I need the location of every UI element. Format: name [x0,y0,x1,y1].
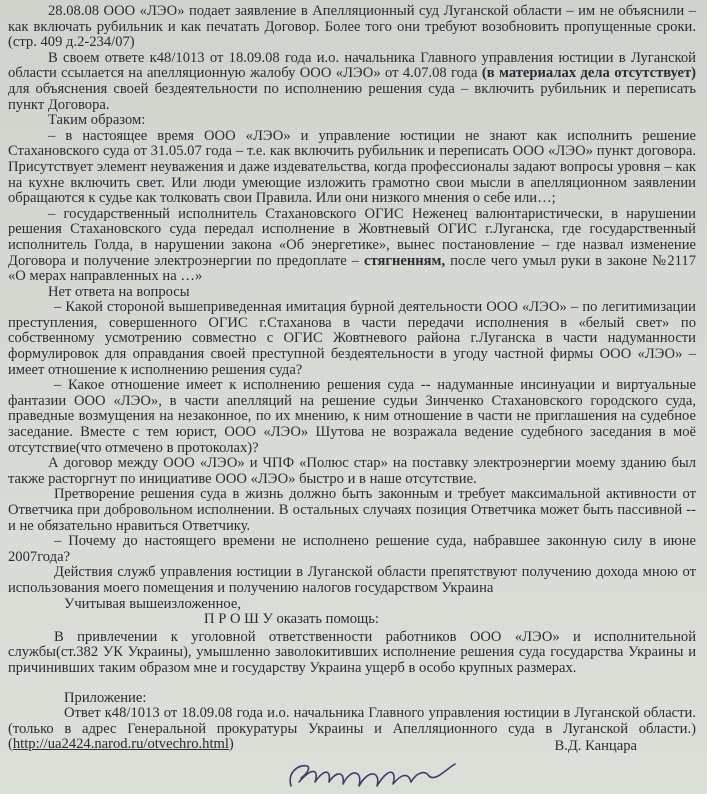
text-question-2: – Какое отношение имеет к исполнению решения суда -- надуманные инсинуации и виртуальные фантазии ООО «ЛЭО», в части апелляций на решение судьи Зинченко Стахановского городского суда, праведные возмущения на незаконное, по их мнению, к ним отношение в части не приглашения на судебное заседание. Вместе с тем юрист, ООО «ЛЭО» Шутова не возражала ведение судебного заседания в моё отсутствие(что отмечено в протоколах)? [8,377,696,456]
text-point-2: – государственный исполнитель Стахановского ОГИС Неженец валюнтаристически, в нарушении решения Стахановского суда передал исполнение в Жовтневый ОГИС г.Луганска, где государственный исполнитель Голда, в нарушении закона «Об энергетике», вынес постановление – где назвал изменение Договора и получение электроэнергии по предоплате – [8,205,696,269]
paragraph-question-1 [8,300,696,378]
paragraph-request [8,612,696,628]
paragraph-enforcement [8,487,696,534]
paragraph-actions [8,565,696,596]
text-bold-penalty: стягненням, [363,252,446,269]
paragraph-point-2 [8,207,696,285]
text-considering: Учитывая вышеизложенное, [64,595,241,612]
text-no-answer: Нет ответа на вопросы [48,283,190,300]
paragraph-contract [8,456,696,487]
text-point-2-end: после чего умыл руки в законе №2117 «О мерах направленных на …» [8,252,696,285]
text-appendix-body: Ответ к48/1013 от 18.09.08 года и.о. начальника Главного управления юстиции в Луганской области. (только в адрес Генеральной прокуратуры Украины и Апелляционного суда в Луганской области.) ( [8,705,696,753]
paragraph-considering [8,597,696,613]
text-thus: Таким образом: [48,112,146,129]
document-body [8,4,696,753]
text-actions: Действия служб управления юстиции в Луганской области препятствуют получению дохода мною от использования моего помещения и получению налогов государством Украина [8,564,696,596]
paragraph-response [8,51,696,113]
paragraph-appendix-title [8,691,696,707]
paragraph-request-body [8,630,696,677]
paragraph-point-1 [8,129,696,207]
text-bold-missing: (в материалах дела отсутствует) [481,65,696,82]
paragraph-question-2 [8,378,696,456]
text-appendix-title: Приложение: [64,689,147,706]
text-response: В своем ответе к48/1013 от 18.09.08 года и.о. начальника Главного управления юстиции в Луганской области ссылается на апелляционную жалобу ООО «ЛЭО» от 4.07.08 года [8,49,696,82]
appendix-link[interactable]: http://ua2424.narod.ru/otvechro.html [12,736,229,753]
handwritten-signature-icon [285,752,465,794]
text-response-end: для объяснения своей бездеятельности по исполнению решения суда – включить рубильник и переписать пункт Договора. [8,80,696,113]
text-appendix-close: ) [228,736,234,753]
text-question-1: – Какой стороной вышеприведенная имитация бурной деятельности ООО «ЛЭО» – по легитимизации преступления, совершенного ОГИС г.Стаханова в части передачи исполнения в «белый свет» по собственному усмотрению совместно с ОГИС Жовтневого района г.Луганска в части надуманности формулировок для оправдания своей преступной бездеятельности в угоду частной фирмы ООО «ЛЭО» – имеет отношение к исполнению решения суда? [8,299,696,378]
signer-name: В.Д. Канцара [554,738,637,754]
text-request: П Р О Ш У оказать помощь: [204,611,379,628]
paragraph-thus [8,113,696,129]
text-appeal: 28.08.08 ООО «ЛЭО» подает заявление в Апелляционный суд Луганской области – им не объяснили – как включать рубильник и как печатать Договор. Более того они требуют возобновить пропущенные сроки.(стр. 409 д.2-234/07) [8,3,696,51]
text-contract: А договор между ООО «ЛЭО» и ЧПФ «Полюс стар» на поставку электроэнергии моему зданию был также расторгнут по инициативе ООО «ЛЭО» быстро и в наше отсутствие. [8,455,696,487]
text-request-body: В привлечении к уголовной ответственности работников ООО «ЛЭО» и исполнительной службы(ст.382 УК Украины), умышленно заволокитивших исполнение решения суда государства Украины и причинивших таким образом мне и государству Украина ущерб в особо крупных размерах. [8,628,696,676]
text-point-1: – в настоящее время ООО «ЛЭО» и управление юстиции не знают как исполнить решение Стахановского суда от 31.05.07 года – т.е. как включить рубильник и переписать ООО «ЛЭО» пункт договора. Присутствует элемент неуважения и даже издевательства, когда профессионалы задают вопросы уровня – как на кухне включить свет. Или люди умеющие изложить грамотно свои мысли в апелляционном заявлении обращаются к судье как толковать свои Правила. Или они низкого мнения о себе или…; [8,127,696,207]
paragraph-appeal [8,4,696,51]
paragraph-question-3 [8,534,696,565]
text-question-3: – Почему до настоящего времени не исполнено решение суда, набравшее законную силу в июне 2007года? [8,533,696,565]
paragraph-no-answer [8,285,696,301]
text-enforcement: Претворение решения суда в жизнь должно быть законным и требует максимальной активности от Ответчика при добровольном исполнении. В остальных случаях позиция Ответчика может быть пассивной -- и не обязательно нравиться Ответчику. [8,486,696,534]
